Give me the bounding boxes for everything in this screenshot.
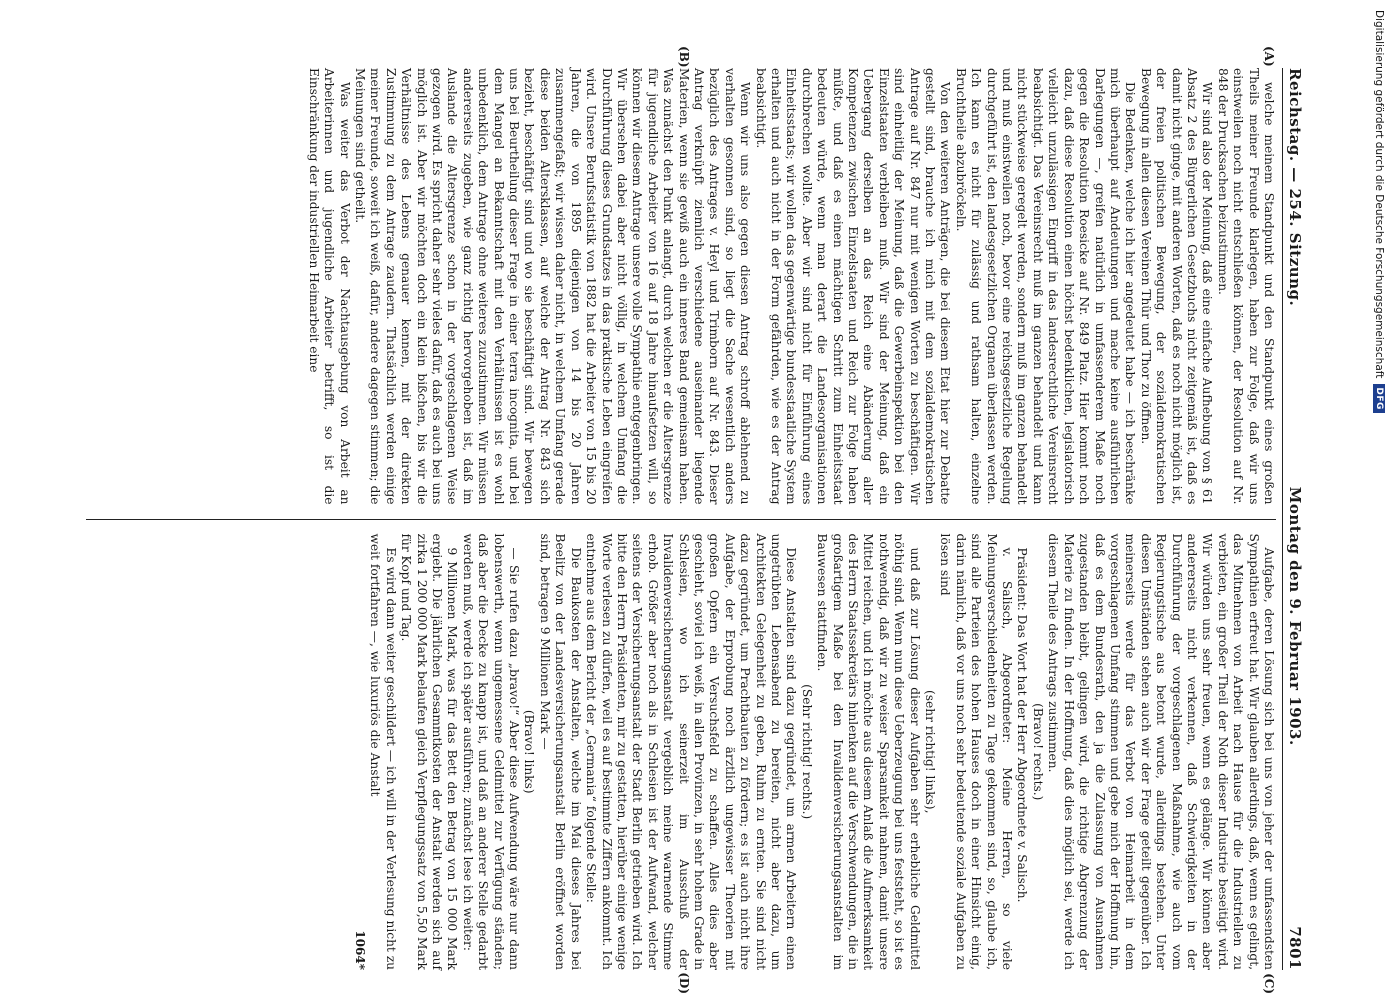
paragraph: Wenn wir uns also gegen diesen Antrag schroff ablehnend zu verhalten gesonnen sind, so liegt die Sache wesentlich anders bezüglich des Antrages v. Heyl und Trimborn auf Nr. 843. Dieser Antrag verknüpft ziemlich verschiedene auseinander liegende Materien, wenn sie gewiß auch ein inneres Band gemeinsam haben. Was zunächst den Punkt anlangt, durch welchen er die Altersgrenze für jugendliche Arbeiter von 16 auf 18 Jahre hinaufsetzen will, so können wir diesem Antrage unsere volle Sympathie entgegenbringen. Wir übersehen dabei aber nicht völlig, in welchem Umfang die Durchführung dieses Grundsatzes in das praktische Leben eingreifen wird. Unsere Berufsstatistik von 1882 hat die Arbeiter von 15 bis 20 Jahren, die von 1895 diejenigen von 14 bis 20 Jahren zusammengefaßt; wir wissen daher nicht, in welchem Umfang gerade diese beiden Altersklassen, auf welche der Antrag Nr. 843 sich bezieht, beschäftigt sind und wo sie beschäftigt sind. Wir bewegen uns bei Beurtheilung dieser Frage in einer terra incognita, und bei dem Mangel an Bekanntschaft mit den Verhältnissen ist es wohl unbedenklich, dem Antrage ohne weiteres zuzustimmen. Wir müssen andererseits zugeben, wie ganz richtig hervorgehoben ist, daß im Auslande die Altersgrenze schon in der vorgeschlagenen Weise gezogen wird. Es spricht daher sehr vieles dafür, daß es auch bei uns möglich ist. Aber wir möchten doch ein klein bißchen, bis wir die Verhältnisse des Lebens genauer kennen, mit der direkten Zustimmung zu dem Antrage zaudern. Thatsächlich werden einige meiner Freunde, soweit ich weiß, dafür, andere dagegen stimmen; die Meinungen sind getheilt. [353,68,753,505]
paragraph: und daß zur Lösung dieser Aufgaben sehr erhebliche Geldmittel nöthig sind. Wenn nun diese Ueberzeugung bei uns feststeht, so ist es nothwendig, daß wir zu weiser Sparsamkeit mahnen, damit unsere Mittel reichen, und ich möchte aus diesem Anlaß die Aufmerksamkeit des Herrn Staatssekretärs hinlenken auf die Verschwendungen, die in großartigem Maße bei den Invalidenversicherungsanstalten im Bauwesen stattfinden. [815,533,922,970]
document-page [38,46,1308,994]
paragraph: — Sie rufen dazu „bravo!“ Aber diese Aufwendung wäre nur dann lobenswerth, wenn ungemessene Geldmittel zur Verfügung ständen; daß aber die Decke zu knapp ist, und daß an anderer Stelle gedarbt werden muß, werde ich später ausführen; zunächst lese ich weiter: [460,533,522,970]
marker-c: (C) [1262,973,1276,994]
paragraph: (sehr richtig! links), [923,690,938,814]
paragraph: Es wird dann weiter geschildert — ich will in der Verlesung nicht zu weit fortfahren —, wie luxuriös die Anstalt [368,533,398,970]
paragraph: Die Bedenken, welche ich hier angedeutet habe — ich beschränke mich überhaupt auf Andeutungen und mache keine ausführlichen Darlegungen —, greifen natürlich in umfassenderem Maße noch gegen die Resolution Roesicke auf Nr. 849 Platz. Hier kommt noch dazu, daß diese Resolution einen höchst bedenklichen, legislatorisch vielleicht unzulässigen Eingriff in das landesrechtliche Vereinsrecht beabsichtigt. Das Vereinsrecht muß im ganzen behandelt und kann nicht stückweise geregelt werden, sondern muß im ganzen behandelt und muß einstweilen noch, bevor eine reichsgesetzliche Regelung durchgeführt ist, den landesgesetzlichen Organen überlassen werden. Ich kann es nicht für zulässig und rathsam halten, einzelne Bruchtheile abzubröckeln. [953,68,1138,505]
side-credit [1368,10,1390,990]
paragraph: Wir sind also der Meinung, daß eine einfache Aufhebung von § 61 Absatz 2 des Bürgerlichen Gesetzbuchs nicht zeitgemäß ist, daß es damit nicht ginge, mit anderen Worten, daß es noch nicht möglich ist, der freien politischen Bewegung, der sozialdemokratischen Bewegung in allen diesen Vereinen Thür und Thor zu öffnen. [1138,68,1215,505]
paragraph: Von den weiteren Anträgen, die bei diesem Etat hier zur Debatte gestellt sind, brauche ich mich mit dem sozialdemokratischen Antrage auf Nr. 847 nur mit wenigen Worten zu beschäftigen. Wir sind einheitlig der Meinung, daß die Gewerbeinspektion bei den Einzelstaaten verbleiben muß. Wir sind der Meinung, daß ein Uebergang derselben an das Reich eine Abänderung aller Kompetenzen zwischen Einzelstaaten und Reich zur Folge haben müßte, und daß es einen mächtigen Schritt zum Einheitsstaat bedeuten würde, wenn man derart die Landesorganisationen durchbrechen wollte. Aber wir sind nicht für Einführung eines Einheitsstaats; wir wollen das gegenwärtige bundesstaatliche System erhalten und auch nicht in der Form gefährden, wie es der Antrag beabsichtigt. [753,68,953,505]
column-rule [86,519,1276,520]
header-center: Montag den 9. Februar 1903. [1286,486,1304,746]
paragraph: Die Baukosten der Anstalten, welche im Mai dieses Jahres bei Beelitz von der Landesversicherungsanstalt Berlin eröffnet worden sind, betragen 9 Millionen Mark — [537,533,583,970]
right-column [86,533,1276,994]
paragraph: Diese Anstalten sind dazu gegründet, um armen Arbeitern einen ungetrübten Lebensabend zu bereiten, nicht aber dazu, um Architekten Gelegenheit zu geben, Ruhm zu ernten. Sie sind nicht dazu gegründet, um Prachtbauten zu fördern; es ist auch nicht ihre Aufgabe, der Erprobung noch ärztlich ungewisser Theorien mit großen Opfern ein Versuchsfeld zu schaffen. Alles dies aber geschieht, soviel ich weiß, in allen Provinzen, in sehr hohem Grade in Schlesien, wo ich seinerzeit im Ausschuß der Invalidenversicherungsanstalt vergeblich meine warnende Stimme erhob. Größer aber noch als in Schlesien ist der Aufwand, welcher seitens der Versicherungsanstalt der Stadt Berlin getrieben wird. Ich bitte den Herrn Präsidenten, mir zu gestatten, hierüber einige wenige Worte verlesen zu dürfen, weil es auf bestimmte Ziffern ankommt. Ich entnehme aus dem Bericht der „Germania“ folgende Stelle: [584,533,799,970]
interjection: (Bravo! links) [522,709,537,794]
paragraph: (Sehr richtig! rechts.) [799,684,814,820]
paragraph: (Bravo! rechts.) [1030,703,1045,801]
paragraph: Was weiter das Verbot der Nachtausgebung von Arbeit an Arbeiterinnen und jugendliche Arbeiter betrifft, so ist die Einschränkung der industriellen Heimarbeit eine [306,68,352,505]
digitization-credit: Digitalisierung gefördert durch die Deutsche Forschungsgemeinschaft [1373,10,1385,379]
dfg-logo: DFG [1373,384,1385,413]
paragraph: welche meinem Standpunkt und den Standpunkt eines großen Theils meiner Freunde klarlegen, haben zur Folge, daß wir uns einstweilen noch nicht entschließen können, der Resolution auf Nr. 848 der Drucksachen beizustimmen. [1215,68,1276,505]
page-header [1282,68,1304,970]
header-left: Reichstag. — 254. Sitzung. [1286,68,1304,307]
page-id: 1064* [353,930,368,970]
marker-b: (B) [677,46,691,68]
marker-a: (A) [1262,46,1276,67]
paragraph: v. Salisch, Abgeordneter: Meine Herren, so viele Meinungsverschiedenheiten zu Tage gekommen sind, so, glaube ich, sind alle Parteien des hohen Hauses doch in einer Hinsicht einig, darin nämlich, daß vor uns noch sehr bedeutende soziale Aufgaben zu lösen sind [938,533,1015,970]
paragraph: 9 Millionen Mark, was für das Bett den Betrag von 15 000 Mark ergiebt. Die jährlichen Gesammtkosten der Anstalt werden sich auf zirka 1 200 000 Mark belaufen gleich Verpflegungssatz von 5,50 Mark für Kopf und Tag. [399,533,460,970]
left-column [86,46,1276,505]
paragraph: Präsident: Das Wort hat der Herr Abgeordnete v. Salisch. [1015,547,1030,903]
header-page-number: 7801 [1286,926,1304,970]
text-columns [86,46,1276,994]
marker-d: (D) [677,972,691,994]
paragraph: Aufgabe, deren Lösung sich bei uns von jeher der umfassendsten Sympathien erfreut hat. Wir glauben allerdings, daß, wenn es gelingt, das Mitnehmen von Arbeit nach Hause für die Industriellen zu verbieten, ein großer Theil der Noth dieser Industrie beseitigt wird. Wir würden uns sehr freuen, wenn es gelänge. Wir können aber andererseits nicht verkennen, daß Schwierigkeiten in der Durchführung der vorgeschlagenen Maßnahme, wie auch vom Regierungstische aus betont wurde, allerdings bestehen. Unter diesen Umständen stehen auch wir der Frage geteilt gegenüber. Ich meinerseits werde für das Verbot von Heimarbeit in dem vorgeschlagenen Umfang stimmen und gebe mich der Hoffnung hin, daß es dem Bundesrath, den ja die Zulassung von Ausnahmen zugestanden bleibt, gelingen wird, die richtige Abgrenzung der Materie zu finden. In der Hoffnung, daß dies möglich sei, werde ich diesem Theile des Antrags zustimmen. [1046,533,1276,970]
